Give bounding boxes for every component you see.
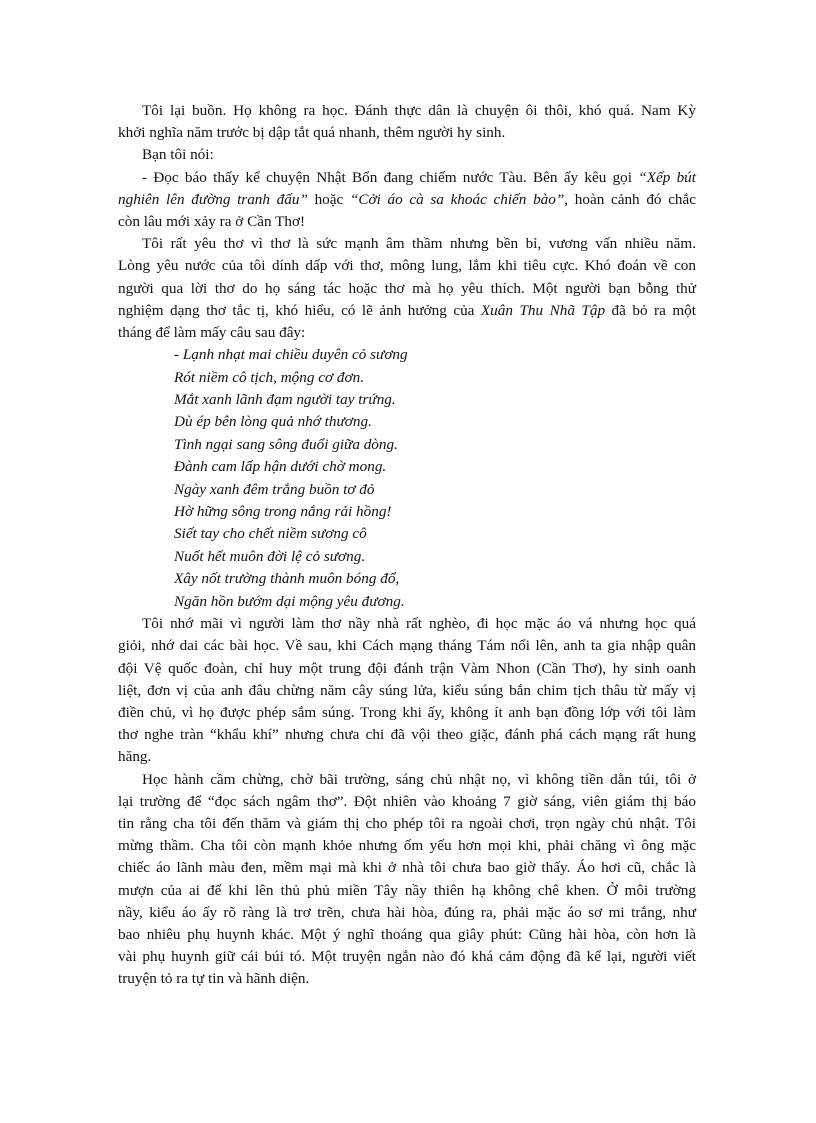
paragraph-3-text: hoặc bbox=[307, 190, 350, 208]
paragraph-4-text: đã bỏ ra một bbox=[605, 301, 696, 319]
paragraph-3-line-3: còn lâu mới xảy ra ở Cần Thơ! bbox=[118, 213, 306, 231]
paragraph-5-line-4: liệt, đơn vị của anh đâu chừng năm cây súng lửa, kiểu súng bắn chim tịch thâu từ mấy vị bbox=[118, 681, 696, 699]
paragraph-5-line-1: Tôi nhớ mãi vì người làm thơ nầy nhà rất nghèo, đi học mặc áo vá nhưng học quá bbox=[142, 615, 696, 633]
poem-block bbox=[118, 344, 696, 613]
poem-line: Tình ngại sang sông đuổi giữa dòng. bbox=[174, 435, 398, 453]
paragraph-6-line-4: mừng thầm. Cha tôi còn mạnh khỏe nhưng ốm yếu hơn mọi khi, phải chăng vì ông mặc bbox=[118, 837, 696, 855]
paragraph-6-line-6: mượn của ai để khi lên thủ phủ miền Tây nầy thiên hạ không chê khen. Ở môi trường bbox=[118, 881, 696, 899]
book-title: Xuân Thu Nhã Tập bbox=[480, 301, 606, 319]
paragraph-6-line-1: Học hành cầm chừng, chờ bãi trường, sáng chủ nhật nọ, vì không tiền dằn túi, tôi ở bbox=[142, 770, 696, 788]
poem-line: - Lạnh nhạt mai chiều duyên cỏ sương bbox=[174, 346, 408, 364]
paragraph-3-text: - Đọc báo thấy kể chuyện Nhật Bổn đang chiếm nước Tàu. Bên ấy kêu gọi bbox=[142, 168, 639, 186]
poem-line: Dù ép bên lòng quả nhớ thương. bbox=[174, 413, 372, 431]
paragraph-4-text: nghiệm dạng thơ tắc tị, khó hiểu, có lẽ ảnh hưởng của bbox=[118, 301, 481, 319]
paragraph-6-line-10: truyện tỏ ra tự tin và hãnh diện. bbox=[118, 970, 310, 988]
paragraph-5-line-2: giỏi, nhớ dai các bài học. Về sau, khi Cách mạng tháng Tám nổi lên, anh ta gia nhập quân bbox=[118, 637, 696, 655]
paragraph-6-line-7: nầy, kiểu áo ấy rõ ràng là trơ trẽn, chưa hài hòa, đúng ra, phải mặc áo sơ mi trắng, như bbox=[118, 903, 696, 921]
paragraph-2-line-1: Bạn tôi nói: bbox=[142, 146, 214, 164]
paragraph-4-line-5: tháng để làm mấy câu sau đây: bbox=[118, 324, 306, 342]
paragraph-6-line-9: vài phụ huynh giữ cái búi tó. Một truyện ngắn nào đó khá cảm động đã kể lại, người viết bbox=[118, 948, 696, 966]
document-body bbox=[118, 100, 696, 991]
paragraph-3-quote: “Xếp bút bbox=[638, 168, 696, 186]
paragraph-3-quote: “Cởi áo cà sa khoác chiến bào”, bbox=[349, 190, 569, 208]
poem-line: Xây nốt trường thành muôn bóng đổ, bbox=[174, 570, 400, 588]
poem-line: Rót niềm cô tịch, mộng cơ đơn. bbox=[174, 368, 364, 386]
paragraph-3-line-2 bbox=[118, 189, 696, 211]
paragraph-4-line-1: Tôi rất yêu thơ vì thơ là sức mạnh âm thầm nhưng bền bỉ, vương vấn nhiều năm. bbox=[142, 235, 696, 253]
paragraph-1-line-2: khởi nghĩa năm trước bị dập tắt quá nhanh, thêm người hy sinh. bbox=[118, 124, 506, 142]
poem-line: Nuốt hết muôn đời lệ cỏ sương. bbox=[174, 547, 366, 565]
paragraph-6-line-8: bao nhiêu phụ huynh khác. Một ý nghĩ thoáng qua giây phút: Cũng hài hòa, còn hơn là bbox=[118, 925, 696, 943]
paragraph-4-line-2: Lòng yêu nước của tôi dính dấp với thơ, mông lung, lắm khi tiêu cực. Khó đoán về con bbox=[118, 257, 696, 275]
paragraph-4-line-3: người qua lời thơ do họ sáng tác hoặc thơ mà họ yêu thích. Một người bạn bỗng thử bbox=[118, 279, 696, 297]
paragraph-3-text: hoàn cảnh đó chắc bbox=[568, 190, 697, 208]
paragraph-3-line-1 bbox=[118, 167, 696, 189]
paragraph-5-line-3: đội Vệ quốc đoàn, chỉ huy một trung đội đánh trận Vàm Nhon (Cần Thơ), hy sinh oanh bbox=[118, 659, 696, 677]
poem-line: Mắt xanh lãnh đạm người tay trứng. bbox=[174, 391, 396, 409]
poem-line: Hờ hững sông trong nắng rải hồng! bbox=[174, 503, 392, 521]
poem-line: Đành cam lấp hận dưới chờ mong. bbox=[174, 458, 387, 476]
paragraph-5-line-6: thơ nghe tràn “khẩu khí” nhưng chưa chi đã vội theo giặc, đánh phá cách mạng rất hung bbox=[118, 726, 696, 744]
paragraph-1-line-1: Tôi lại buồn. Họ không ra học. Đánh thực dân là chuyện ôi thôi, khó quá. Nam Kỳ bbox=[142, 102, 696, 119]
poem-line: Ngăn hồn bướm dại mộng yêu đương. bbox=[174, 592, 405, 610]
poem-line: Ngày xanh đêm trắng buồn tơ đỏ bbox=[174, 480, 375, 498]
paragraph-5-line-7: hăng. bbox=[118, 748, 152, 766]
paragraph-6-line-3: tin rằng cha tôi đến thăm và giám thị cho phép tôi ra ngoài chơi, trọn ngày chủ nhật. Tôi bbox=[118, 814, 696, 832]
paragraph-5-line-5: điền chủ, vì họ được phép sắm súng. Trong khi ấy, không ít anh bạn đồng lớp với tôi làm bbox=[118, 703, 696, 721]
paragraph-4-line-4 bbox=[118, 300, 696, 322]
poem-line: Siết tay cho chết niềm sương cô bbox=[174, 525, 367, 543]
paragraph-3-quote: nghiên lên đường tranh đấu” bbox=[118, 190, 308, 208]
paragraph-6-line-2: lại trường để “đọc sách ngâm thơ”. Đột nhiên vào khoảng 7 giờ sáng, viên giám thị báo bbox=[118, 792, 696, 810]
paragraph-6-line-5: chiếc áo lãnh màu đen, mềm mại mà khi ở nhà tôi chưa bao giờ thấy. Áo hơi cũ, chắc là bbox=[118, 859, 696, 877]
